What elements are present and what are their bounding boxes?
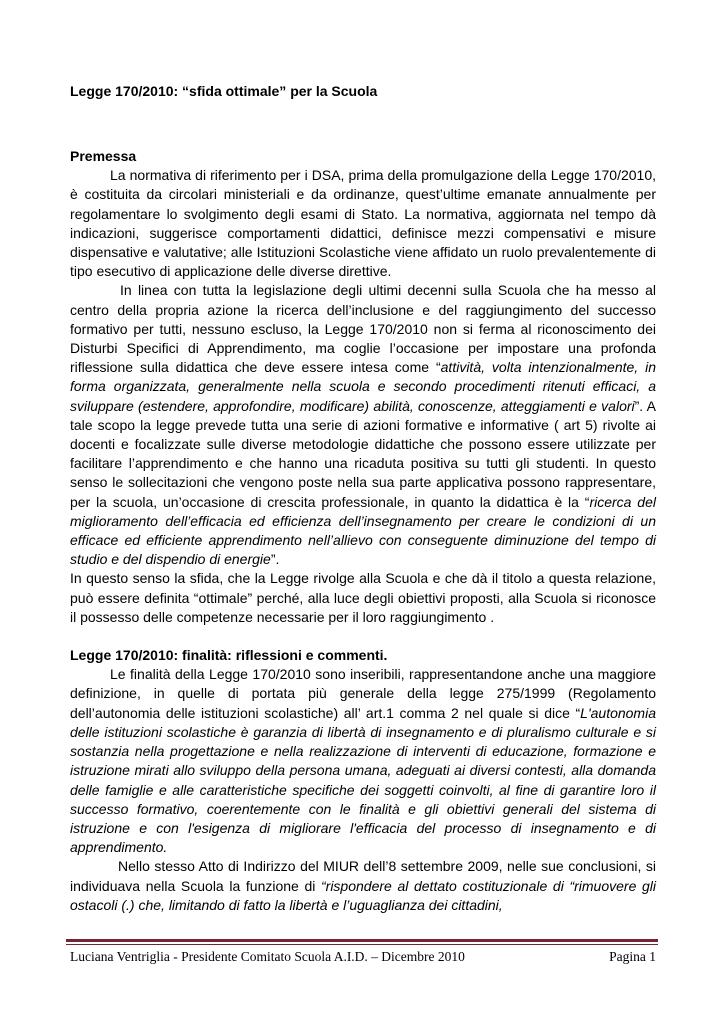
page-footer	[70, 948, 656, 966]
paragraph-4	[70, 665, 656, 857]
document-title: Legge 170/2010: “sfida ottimale” per la Scuola	[70, 83, 378, 99]
paragraph-3: In questo senso la sfida, che la Legge rivolge alla Scuola e che dà il titolo a questa relazione, può essere definita “ottimale” perché, alla luce degli obiettivi proposti, alla Scuola si riconosce il possesso delle competenze necessarie per il loro raggiungimento .	[70, 570, 656, 625]
paragraph-2-quote-a: attività, volta intenzionalmente, in forma organizzata, generalmente nella scuola e secondo procedimenti ritenuti efficaci, a sviluppare (estendere, approfondire, modificare) abilità, conoscenze, atteggiamenti e valori	[70, 359, 656, 414]
paragraph-2-text-c: ”.	[270, 551, 280, 568]
paragraph-2	[70, 281, 656, 569]
paragraph-2-text-b: ”. A tale scopo la legge prevede tutta una serie di azioni formative e informative ( art 5) rivolte ai docenti e focalizzate sulle diverse metodologie didattiche che possono essere utilizzate per facilitare l’apprendimento e che hanno una ricaduta positiva su tutti gli studenti. In questo senso le sollecitazioni che vengono poste nella sua parte applicativa possono rappresentare, per la scuola, un’occasione di crescita professionale, in quanto la didattica è la “	[70, 397, 656, 510]
paragraph-1: La normativa di riferimento per i DSA, prima della promulgazione della Legge 170/2010, è costituita da circolari ministeriali e da ordinanze, quest’ultime emanate annualmente per regolamentare lo svolgimento degli esami di Stato. La normativa, aggiornata nel tempo dà indicazioni, suggerisce comportamenti didattici, definisce mezzi compensativi e misure dispensative e valutative; alle Istituzioni Scolastiche viene affidato un ruolo prevalentemente di tipo esecutivo di applicazione delle diverse direttive.	[70, 167, 656, 280]
paragraph-5	[70, 857, 656, 915]
paragraph-2-quote-b: ricerca del miglioramento dell’efficacia ed efficienza dell’insegnamento per creare le condizioni di un efficace ed efficiente apprendimento nell’allievo con conseguente diminuzione del tempo di studio e del dispendio di energie	[70, 493, 656, 568]
paragraph-gap	[70, 627, 656, 646]
paragraph-4-text: Le finalità della Legge 170/2010 sono inseribili, rappresentandone anche una maggiore definizione, in quelle di portata più generale della legge 275/1999 (Regolamento dell’autonomia delle istituzioni scolastiche) all’ art.1 comma 2 nel quale si dice “	[70, 666, 656, 721]
section-heading-finalita: Legge 170/2010: finalità: riflessioni e commenti.	[70, 647, 388, 664]
footer-author: Luciana Ventriglia - Presidente Comitato Scuola A.I.D. – Dicembre 2010	[70, 949, 465, 964]
paragraph-4-quote: L'autonomia delle istituzioni scolastiche è garanzia di libertà di insegnamento e di pluralismo culturale e si sostanzia nella progettazione e nella realizzazione di interventi di educazione, formazione e istruzione mirati allo sviluppo della persona umana, adeguati ai diversi contesti, alla domanda delle famiglie e alle caratteristiche specifiche dei soggetti coinvolti, al fine di garantire loro il successo formativo, coerentemente con le finalità e gli obiettivi generali del sistema di istruzione e con l'esigenza di migliorare l'efficacia del processo di insegnamento e di apprendimento.	[70, 704, 656, 856]
paragraph-5-text: Nello stesso Atto di Indirizzo del MIUR dell’8 settembre 2009, nelle sue conclusioni, si individuava nella Scuola la funzione di	[70, 858, 656, 894]
document-body	[70, 147, 656, 915]
footer-page-number: Pagina 1	[609, 949, 656, 964]
paragraph-2-text-a: In linea con tutta la legislazione degli ultimi decenni sulla Scuola che ha messo al centro della propria azione la ricerca dell’inclusione e del raggiungimento del successo formativo per tutti, nessuno escluso, la Legge 170/2010 non si ferma al riconoscimento dei Disturbi Specifici di Apprendimento, ma coglie l’occasione per impostare una profonda riflessione sulla didattica che deve essere intesa come “	[70, 282, 656, 376]
paragraph-5-quote: “rispondere al dettato costituzionale di “rimuovere gli ostacoli (.) che, limitando di fatto la libertà e l’uguaglianza dei cittadini,	[70, 877, 656, 913]
section-heading-premessa: Premessa	[70, 148, 137, 164]
footer-rule	[66, 939, 658, 945]
